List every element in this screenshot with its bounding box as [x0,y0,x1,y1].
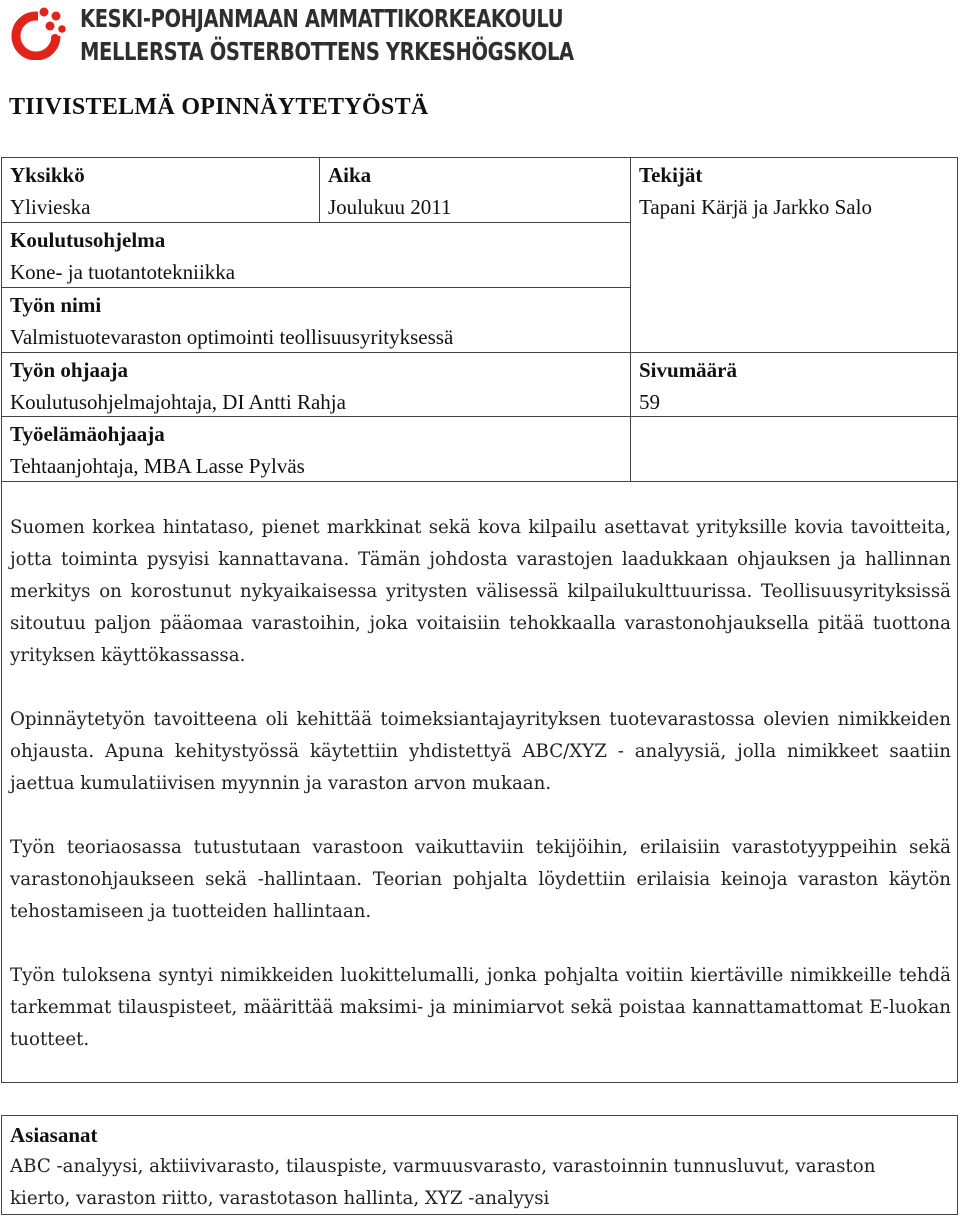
program-label: Koulutusohjelma [10,228,166,252]
document-title: TIIVISTELMÄ OPINNÄYTETYÖSTÄ [9,94,429,120]
keywords-section [1,1115,958,1215]
table-divider [2,222,630,223]
work-name-value: Valmistuotevaraston optimointi teollisuusyrityksessä [10,325,454,349]
abstract-paragraph: Työn teoriaosassa tutustutaan varastoon vaikuttaviin tekijöihin, erilaisiin varastotyyppeihin sekä varastonohjaukseen sekä -hallintaan. Teorian pohjalta löydettiin erilaisia keinoja varaston käytön tehostamiseen ja tuotteiden hallintaan. [10,837,951,922]
supervisor-label: Työn ohjaaja [10,358,129,382]
time-cell [328,159,451,223]
thesis-metadata-table [1,157,958,482]
abstract-paragraph: Työn tuloksena syntyi nimikkeiden luokittelumalli, jonka pohjalta voitiin kiertäville nimikkeille tehdä tarkemmat tilauspisteet, määrittää maksimi- ja minimiarvot sekä poistaa kannattamattomat E-luokan tuotteet. [10,965,951,1050]
unit-value: Ylivieska [10,195,91,219]
institution-name-finnish: KESKI-POHJANMAAN AMMATTIKORKEAKOULU [80,4,564,33]
program-value: Kone- ja tuotantotekniikka [10,260,236,284]
work-supervisor-cell [10,418,305,482]
supervisor-cell [10,354,346,418]
authors-label: Tekijät [639,163,703,187]
table-divider [319,158,320,222]
unit-label: Yksikkö [10,163,85,187]
table-divider [630,158,631,481]
pages-cell [639,354,737,418]
institution-name-swedish: MELLERSTA ÖSTERBOTTENS YRKESHÖGSKOLA [80,37,574,66]
authors-cell [639,159,872,223]
pages-value: 59 [639,390,660,414]
supervisor-value: Koulutusohjelmajohtaja, DI Antti Rahja [10,390,346,414]
work-name-label: Työn nimi [10,293,102,317]
work-name-cell [10,289,453,353]
pages-label: Sivumäärä [639,358,738,382]
institution-logo-icon [8,6,66,60]
unit-cell [10,159,90,223]
abstract-paragraph: Opinnäytetyön tavoitteena oli kehittää toimeksiantajayrityksen tuotevarastossa olevien nimikkeiden ohjausta. Apuna kehitystyössä käytettiin yhdistettyä ABC/XYZ - analyysiä, jolla nimikkeet saatiin jaettua kumulatiivisen myynnin ja varaston arvon mukaan. [10,709,951,794]
keywords-label: Asiasanat [10,1123,98,1147]
work-supervisor-label: Työelämäohjaaja [10,422,165,446]
time-label: Aika [328,163,372,187]
authors-value: Tapani Kärjä ja Jarkko Salo [639,195,872,219]
keywords-text: ABC -analyysi, aktiivivarasto, tilauspiste, varmuusvarasto, varastoinnin tunnusluvut, varaston kierto, varaston riitto, varastotason hallinta, XYZ -analyysi [10,1156,876,1209]
abstract-section [1,481,958,1083]
time-value: Joulukuu 2011 [328,195,452,219]
abstract-paragraph: Suomen korkea hintataso, pienet markkinat sekä kova kilpailu asettavat yrityksille kovia tavoitteita, jotta toiminta pysyisi kannattavana. Tämän johdosta varastojen laadukkaan ohjauksen ja hallinnan merkitys on korostunut nykyaikaisessa yritysten välisessä kilpailukulttuurissa. Teollisuusyrityksissä sitoutuu paljon pääomaa varastoihin, joka voitaisiin tehokkaalla varastonohjauksella pitää tuottona yrityksen käyttökassassa. [10,517,951,666]
work-supervisor-value: Tehtaanjohtaja, MBA Lasse Pylväs [10,454,305,478]
program-cell [10,224,235,288]
